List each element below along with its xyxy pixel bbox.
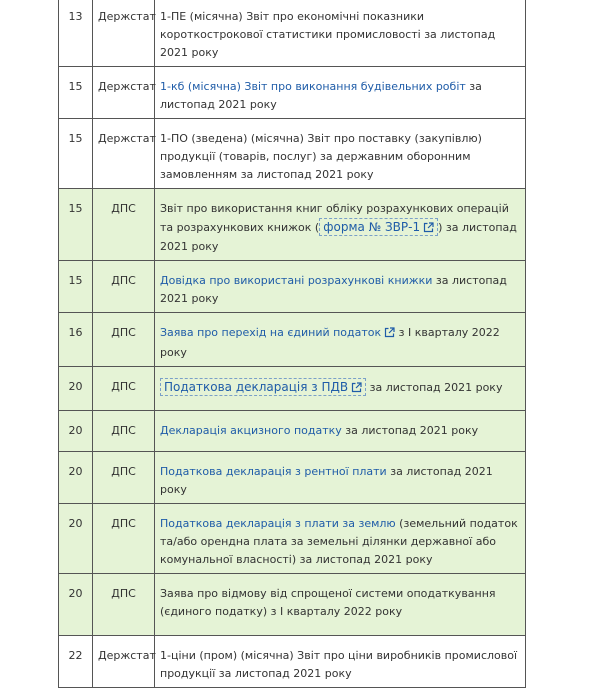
deadline-day: 20 — [59, 504, 93, 574]
report-link-label: Декларація акцизного податку — [160, 424, 342, 437]
deadline-day: 20 — [59, 411, 93, 452]
deadline-day: 20 — [59, 367, 93, 411]
report-description — [155, 574, 526, 636]
report-link-label: Податкова декларація з плати за землю — [160, 517, 396, 530]
table-row — [59, 313, 526, 367]
description-text: за листопад 2021 року — [160, 80, 482, 111]
description-text: (земельний податок та/або орендна плата за земельні ділянки державної або комунальної власності) за листопад 2021 року — [160, 517, 518, 566]
table-row — [59, 636, 526, 688]
deadline-day: 20 — [59, 452, 93, 504]
table-row — [59, 119, 526, 189]
report-description — [155, 504, 526, 574]
deadlines-table-body — [59, 0, 526, 688]
description-prefix: Звіт про використання книг обліку розрахункових операцій та розрахункових книжок ( — [160, 202, 509, 234]
table-row — [59, 261, 526, 313]
authority: Держстат — [93, 119, 155, 189]
report-link[interactable] — [319, 218, 438, 236]
report-link[interactable] — [160, 326, 395, 339]
description-text: за листопад 2021 року — [341, 424, 479, 437]
authority: Держстат — [93, 0, 155, 67]
report-link[interactable] — [160, 274, 432, 287]
deadline-day: 20 — [59, 574, 93, 636]
authority: ДПС — [93, 313, 155, 367]
authority: ДПС — [93, 452, 155, 504]
description-text: 1-ціни (пром) (місячна) Звіт про ціни виробників промислової продукції за листопад 2021 року — [160, 649, 518, 680]
authority: ДПС — [93, 504, 155, 574]
report-link[interactable] — [160, 465, 387, 478]
report-link-label: Довідка про використані розрахункові книжки — [160, 274, 433, 287]
table-row — [59, 452, 526, 504]
report-link-label: 1-кб (місячна) Звіт про виконання будівельних робіт — [160, 80, 466, 93]
table-row — [59, 504, 526, 574]
description-text: Заява про відмову від спрощеної системи оподаткування (єдиного податку) з І кварталу 2022 року — [160, 587, 496, 618]
authority: ДПС — [93, 189, 155, 261]
authority: ДПС — [93, 574, 155, 636]
report-description — [155, 452, 526, 504]
external-link-icon — [384, 326, 395, 344]
table-row — [59, 0, 526, 67]
deadline-day: 15 — [59, 189, 93, 261]
report-link[interactable] — [160, 517, 396, 530]
external-link-icon — [423, 220, 434, 238]
report-description — [155, 313, 526, 367]
report-link[interactable] — [160, 80, 466, 93]
description-text: за листопад 2021 року — [160, 274, 507, 305]
report-description — [155, 189, 526, 261]
deadline-day: 15 — [59, 67, 93, 119]
deadline-day: 13 — [59, 0, 93, 67]
report-description — [155, 261, 526, 313]
report-link[interactable] — [160, 378, 366, 396]
report-description — [155, 119, 526, 189]
description-text: 1-ПО (зведена) (місячна) Звіт про поставку (закупівлю) продукції (товарів, послуг) за державним оборонним замовленням за листопад 2021 року — [160, 132, 482, 181]
description-text: з І кварталу 2022 року — [160, 326, 500, 359]
external-link-icon — [351, 380, 362, 398]
deadline-day: 15 — [59, 261, 93, 313]
report-description — [155, 67, 526, 119]
report-description — [155, 0, 526, 67]
table-row — [59, 574, 526, 636]
authority: ДПС — [93, 261, 155, 313]
report-description — [155, 636, 526, 688]
table-row — [59, 67, 526, 119]
report-link-label: Заява про перехід на єдиний податок — [160, 326, 382, 339]
report-description — [155, 367, 526, 411]
authority: Держстат — [93, 636, 155, 688]
report-link-label: форма № ЗВР-1 — [323, 220, 421, 234]
deadline-day: 15 — [59, 119, 93, 189]
authority: ДПС — [93, 411, 155, 452]
description-text: ) за листопад 2021 року — [160, 221, 517, 253]
deadline-day: 22 — [59, 636, 93, 688]
description-text: за листопад 2021 року — [160, 465, 493, 496]
deadlines-table — [58, 0, 526, 688]
deadline-day: 16 — [59, 313, 93, 367]
description-text: за листопад 2021 року — [366, 381, 503, 394]
table-row — [59, 189, 526, 261]
report-link-label: Податкова декларація з рентної плати — [160, 465, 387, 478]
report-link-label: Податкова декларація з ПДВ — [164, 380, 349, 394]
authority: ДПС — [93, 367, 155, 411]
authority: Держстат — [93, 67, 155, 119]
table-row — [59, 367, 526, 411]
table-row — [59, 411, 526, 452]
description-text: 1-ПЕ (місячна) Звіт про економічні показники короткострокової статистики промисловості за листопад 2021 року — [160, 10, 496, 59]
report-link[interactable] — [160, 424, 342, 437]
report-description — [155, 411, 526, 452]
